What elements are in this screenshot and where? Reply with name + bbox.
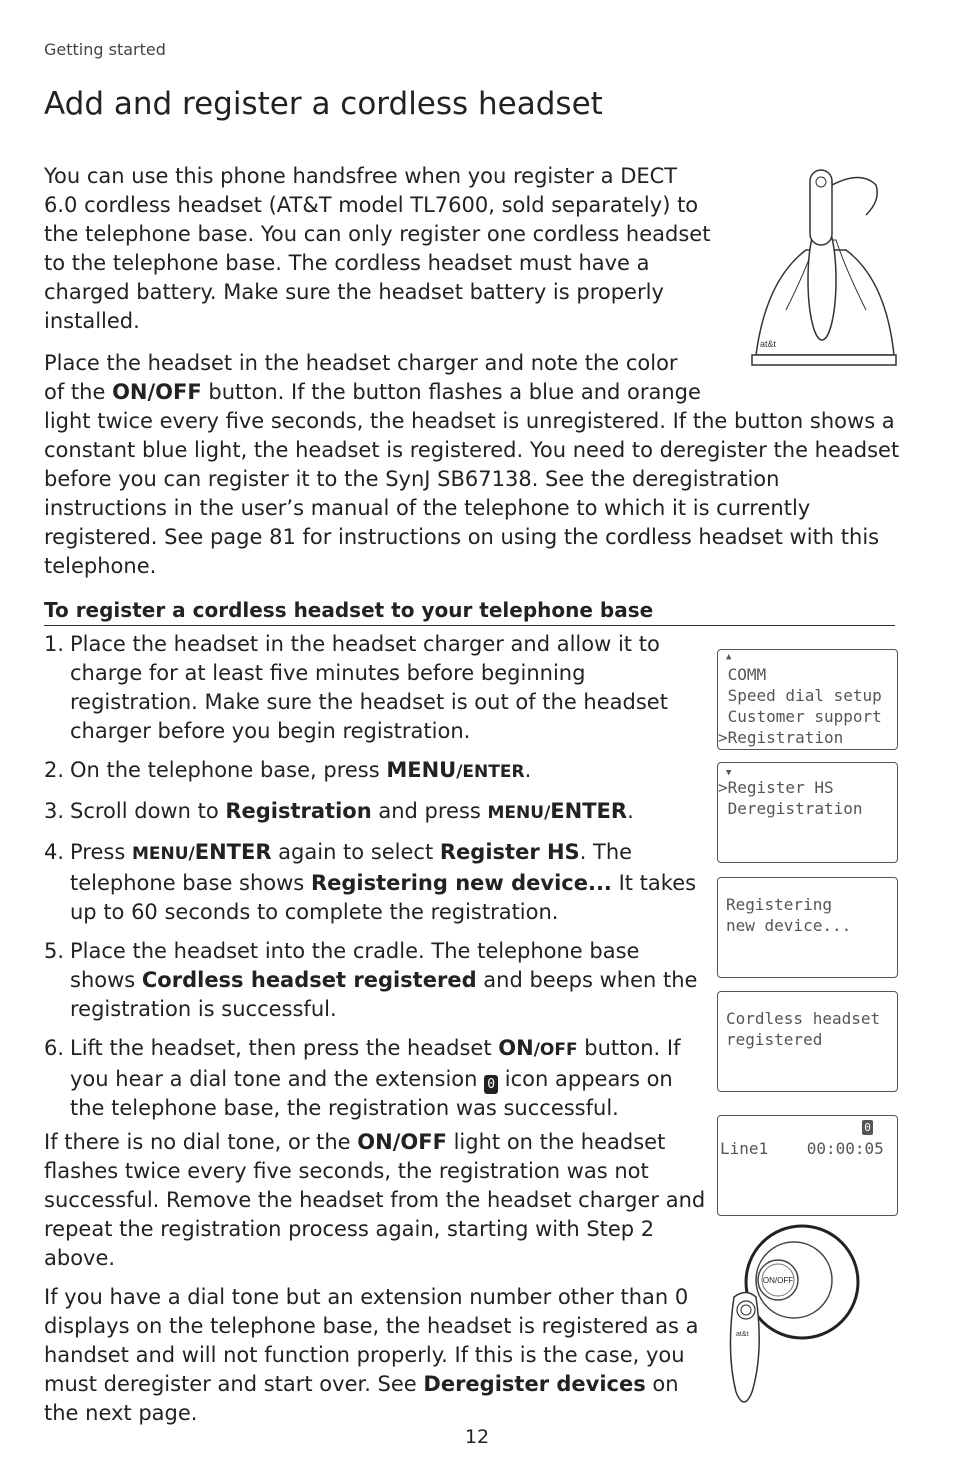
lcd-screen-registered: [717, 991, 898, 1092]
procedure-heading: To register a cordless headset to your telephone base: [44, 598, 895, 626]
lcd-line: Speed dial setup: [718, 686, 882, 705]
step-3: 3. Scroll down to Registration and press MENU/ENTER.: [44, 799, 634, 823]
lcd-line: registered: [726, 1030, 823, 1049]
step-2: 2. On the telephone base, press MENU/ENTER.: [44, 758, 532, 782]
wrong-extension-paragraph: If you have a dial tone but an extension number other than 0 displays on the telephone base, the headset is registered as a handset and will not function properly. If this is the case, you must deregister and start over. See Deregister devices on the next page.: [44, 1285, 699, 1425]
lcd-screen-registering: [717, 877, 898, 978]
failure-paragraph: If there is no dial tone, or the ON/OFF light on the headset flashes twice every five seconds, the registration was not successful. Remove the headset from the headset charger and repeat the registration process again, starting with Step 2 above.: [44, 1130, 706, 1270]
steps-list: [44, 630, 708, 1123]
lcd-screen-line: [717, 1115, 898, 1216]
lcd-line: Cordless headset: [726, 1009, 881, 1028]
lcd-line: new device...: [726, 916, 852, 935]
section-label: Getting started: [44, 40, 166, 59]
step-5: 5. Place the headset into the cradle. The telephone base shows Cordless headset registered and beeps when the registration is successful.: [44, 939, 698, 1021]
page-title: Add and register a cordless headset: [44, 86, 603, 122]
charger-logo: at&t: [760, 339, 777, 349]
scroll-up-arrow-icon: ▲: [726, 652, 732, 662]
lcd-screen-registration: [717, 762, 898, 863]
headset-logo: at&t: [736, 1331, 749, 1338]
page-number: 12: [464, 1426, 490, 1448]
step-4: 4. Press MENU/ENTER again to select Register HS. The telephone base shows Registering new device... It takes up to 60 seconds to complete the registration.: [44, 840, 697, 924]
lcd-line: Deregistration: [718, 799, 863, 818]
lcd-line: Line1 00:00:05: [720, 1139, 884, 1158]
headset-charger-illustration: [746, 160, 902, 372]
step-1: 1. Place the headset in the headset charger and allow it to charge for at least five minutes before beginning registration. Make sure the headset is out of the headset charger before you begin registration.: [44, 632, 668, 743]
lcd-line: Customer support: [718, 707, 882, 726]
lcd-line: >Registration: [718, 728, 844, 747]
lcd-line: Registering: [726, 895, 832, 914]
intro-paragraph-1: You can use this phone handsfree when you register a DECT 6.0 cordless headset (AT&T model TL7600, sold separately) to the telephone base. You can only register one cordless headset to the telephone base. The cordless headset must have a charged battery. Make sure the headset battery is properly installed.: [44, 164, 711, 333]
step-6: 6. Lift the headset, then press the headset ON/OFF button. If you hear a dial tone and the extension 0 icon appears on the telephone base, the registration was successful.: [44, 1036, 681, 1120]
lcd-line: >Register HS: [718, 778, 834, 797]
intro-paragraph-2: Place the headset in the headset charger and note the color of the ON/OFF button. If the button flashes a blue and orange light twice every five seconds, the headset is unregistered. If the button shows a constant blue light, the headset is registered. You need to deregister the headset before you can register it to the SynJ SB67138. See the deregistration instructions in the user’s manual of the telephone to which it is currently registered. See page 81 for instructions on using the cordless headset with this telephone.: [44, 351, 900, 578]
onoff-button-label: ON/OFF: [762, 1276, 794, 1285]
headset-onoff-illustration: [716, 1222, 872, 1414]
extension-icon: 0: [484, 1075, 498, 1094]
extension-icon: 0: [862, 1120, 873, 1135]
lcd-line: COMM: [718, 665, 767, 684]
scroll-down-arrow-icon: ▼: [726, 768, 732, 778]
lcd-screen-menu: [717, 649, 898, 750]
